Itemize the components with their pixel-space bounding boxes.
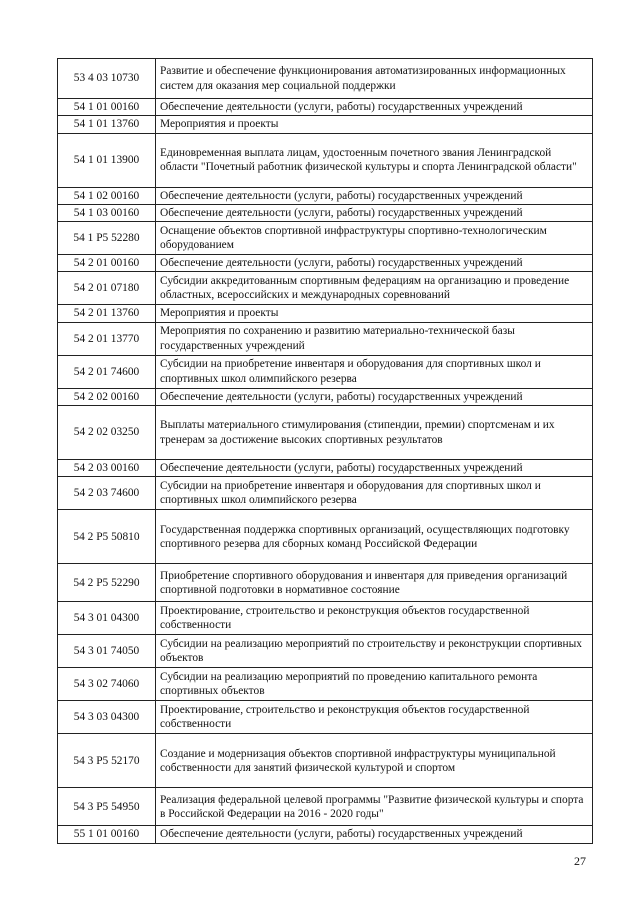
table-row (58, 510, 593, 564)
table-row (58, 355, 593, 388)
target-code-cell: 54 1 01 13900 (58, 133, 156, 187)
description-cell: Обеспечение деятельности (услуги, работы) государственных учреждений (156, 255, 593, 272)
target-code-cell: 54 2 03 00160 (58, 460, 156, 477)
table-row (58, 59, 593, 99)
table-row (58, 826, 593, 843)
target-code-cell: 53 4 03 10730 (58, 59, 156, 99)
description-cell: Выплаты материального стимулирования (стипендии, премии) спортсменам и их тренерам за достижение высоких спортивных результатов (156, 406, 593, 460)
description-cell: Субсидии на реализацию мероприятий по строительству и реконструкции спортивных объектов (156, 635, 593, 668)
description-cell: Мероприятия и проекты (156, 305, 593, 322)
table-row (58, 635, 593, 668)
description-cell: Оснащение объектов спортивной инфраструктуры спортивно-технологическим оборудованием (156, 222, 593, 255)
target-code-cell: 54 3 P5 54950 (58, 788, 156, 826)
target-code-cell: 54 3 03 04300 (58, 701, 156, 734)
description-cell: Государственная поддержка спортивных организаций, осуществляющих подготовку спортивного резерва для сборных команд Российской Федерации (156, 510, 593, 564)
table-row (58, 477, 593, 510)
description-cell: Субсидии аккредитованным спортивным федерациям на организацию и проведение областных, всероссийских и международных соревнований (156, 272, 593, 305)
description-cell: Единовременная выплата лицам, удостоенным почетного звания Ленинградской области "Почетный работник физической культуры и спорта Ленинградской области" (156, 133, 593, 187)
table-row (58, 272, 593, 305)
description-cell: Субсидии на приобретение инвентаря и оборудования для спортивных школ и спортивных школ олимпийского резерва (156, 477, 593, 510)
description-cell: Обеспечение деятельности (услуги, работы) государственных учреждений (156, 204, 593, 221)
table-row (58, 99, 593, 116)
table-row (58, 133, 593, 187)
description-cell: Обеспечение деятельности (услуги, работы) государственных учреждений (156, 99, 593, 116)
description-cell: Проектирование, строительство и реконструкция объектов государственной собственности (156, 701, 593, 734)
description-cell: Мероприятия и проекты (156, 116, 593, 133)
description-cell: Субсидии на приобретение инвентаря и оборудования для спортивных школ и спортивных школ олимпийского резерва (156, 355, 593, 388)
table-row (58, 305, 593, 322)
target-code-cell: 54 2 01 07180 (58, 272, 156, 305)
target-code-cell: 54 3 P5 52170 (58, 734, 156, 788)
table-row (58, 255, 593, 272)
target-code-cell: 55 1 01 00160 (58, 826, 156, 843)
target-code-cell: 54 3 01 74050 (58, 635, 156, 668)
description-cell: Приобретение спортивного оборудования и инвентаря для приведения организаций спортивной подготовки в нормативное состояние (156, 564, 593, 602)
table-row (58, 460, 593, 477)
description-cell: Проектирование, строительство и реконструкция объектов государственной собственности (156, 602, 593, 635)
table-row (58, 701, 593, 734)
table-row (58, 222, 593, 255)
table-row (58, 734, 593, 788)
target-code-cell: 54 3 02 74060 (58, 668, 156, 701)
target-code-cell: 54 1 03 00160 (58, 204, 156, 221)
target-code-cell: 54 2 02 03250 (58, 406, 156, 460)
description-cell: Обеспечение деятельности (услуги, работы) государственных учреждений (156, 388, 593, 405)
table-row (58, 406, 593, 460)
table-body (58, 59, 593, 844)
table-row (58, 602, 593, 635)
table-row (58, 788, 593, 826)
description-cell: Реализация федеральной целевой программы "Развитие физической культуры и спорта в Российской Федерации на 2016 - 2020 годы" (156, 788, 593, 826)
target-code-cell: 54 1 01 00160 (58, 99, 156, 116)
target-code-cell: 54 2 02 00160 (58, 388, 156, 405)
target-code-cell: 54 2 P5 52290 (58, 564, 156, 602)
target-code-cell: 54 2 P5 50810 (58, 510, 156, 564)
target-code-cell: 54 2 01 13760 (58, 305, 156, 322)
target-code-cell: 54 1 01 13760 (58, 116, 156, 133)
description-cell: Мероприятия по сохранению и развитию материально-технической базы государственных учреждений (156, 322, 593, 355)
table-row (58, 564, 593, 602)
target-code-cell: 54 3 01 04300 (58, 602, 156, 635)
description-cell: Создание и модернизация объектов спортивной инфраструктуры муниципальной собственности для занятий физической культурой и спортом (156, 734, 593, 788)
target-code-cell: 54 2 01 74600 (58, 355, 156, 388)
table-row (58, 388, 593, 405)
table-row (58, 204, 593, 221)
table-row (58, 187, 593, 204)
table-row (58, 116, 593, 133)
target-code-cell: 54 2 03 74600 (58, 477, 156, 510)
target-code-cell: 54 2 01 13770 (58, 322, 156, 355)
target-code-cell: 54 2 01 00160 (58, 255, 156, 272)
description-cell: Обеспечение деятельности (услуги, работы) государственных учреждений (156, 460, 593, 477)
target-code-cell: 54 1 P5 52280 (58, 222, 156, 255)
table-row (58, 322, 593, 355)
page-number: 27 (574, 854, 586, 868)
table-row (58, 668, 593, 701)
description-cell: Обеспечение деятельности (услуги, работы) государственных учреждений (156, 826, 593, 843)
description-cell: Развитие и обеспечение функционирования автоматизированных информационных систем для оказания мер социальной поддержки (156, 59, 593, 99)
budget-classification-table (57, 58, 593, 844)
target-code-cell: 54 1 02 00160 (58, 187, 156, 204)
description-cell: Субсидии на реализацию мероприятий по проведению капитального ремонта спортивных объектов (156, 668, 593, 701)
description-cell: Обеспечение деятельности (услуги, работы) государственных учреждений (156, 187, 593, 204)
